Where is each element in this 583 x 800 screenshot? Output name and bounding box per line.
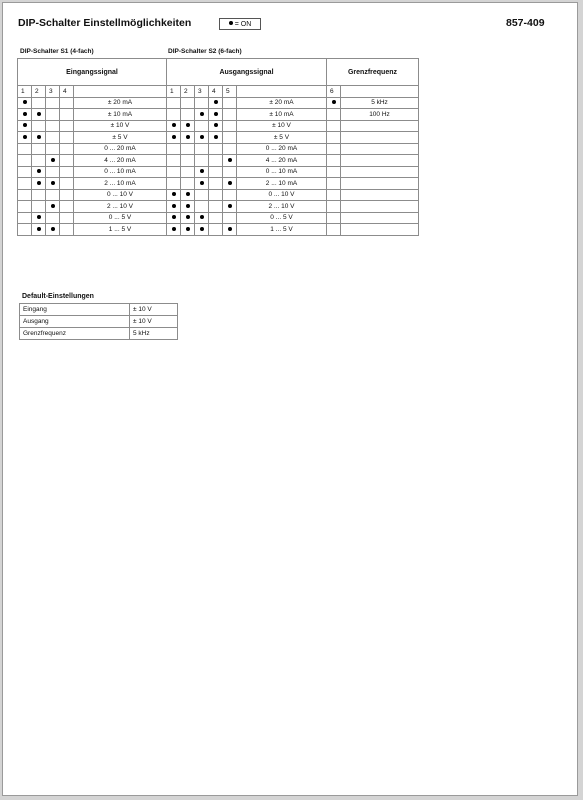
switch-cell (209, 97, 223, 109)
defaults-title: Default-Einstellungen (22, 293, 94, 300)
frequency-cell (341, 189, 419, 201)
switch-cell (327, 120, 341, 132)
document-number: 857-409 (506, 17, 545, 29)
switch-cell (60, 166, 74, 178)
s1-switch-number: 1 (18, 86, 32, 98)
switch-cell (181, 178, 195, 190)
switch-cell (209, 178, 223, 190)
switch-cell (181, 166, 195, 178)
switch-cell (18, 155, 32, 167)
output-signal-header: Ausgangssignal (167, 59, 327, 86)
switch-cell (209, 201, 223, 213)
default-value: ± 10 V (130, 304, 178, 316)
on-dot-icon (23, 100, 27, 104)
switch-cell (32, 178, 46, 190)
output-signal-cell: ± 10 mA (237, 109, 327, 121)
on-dot-icon (332, 100, 336, 104)
on-dot-icon (37, 215, 41, 219)
switch-cell (223, 109, 237, 121)
on-dot-icon (172, 204, 176, 208)
switch-cell (18, 120, 32, 132)
table-row (18, 212, 419, 224)
on-legend (219, 18, 261, 30)
document-page (2, 2, 578, 796)
switch-cell (223, 97, 237, 109)
switch-cell (46, 132, 60, 144)
frequency-cell (341, 212, 419, 224)
switch-cell (32, 166, 46, 178)
default-label: Eingang (20, 304, 130, 316)
table-row (18, 155, 419, 167)
output-signal-cell: 2 ... 10 V (237, 201, 327, 213)
group-header-row (18, 59, 419, 86)
on-dot-icon (228, 158, 232, 162)
switch-cell (32, 97, 46, 109)
frequency-cell (341, 178, 419, 190)
switch-cell (223, 189, 237, 201)
on-dot-icon (200, 215, 204, 219)
table-row (18, 109, 419, 121)
on-dot-icon (186, 123, 190, 127)
table-row (18, 224, 419, 236)
default-label: Grenzfrequenz (20, 328, 130, 340)
s2-switch-number: 1 (167, 86, 181, 98)
switch-cell (223, 224, 237, 236)
switch-cell (209, 120, 223, 132)
s2-switch-number: 4 (209, 86, 223, 98)
on-dot-icon (186, 192, 190, 196)
switch-cell (18, 201, 32, 213)
switch-cell (32, 201, 46, 213)
switch-cell (327, 143, 341, 155)
switch-cell (327, 97, 341, 109)
frequency-cell (341, 201, 419, 213)
input-signal-cell: 2 ... 10 V (74, 201, 167, 213)
switch-cell (18, 97, 32, 109)
switch-cell (18, 143, 32, 155)
switch-cell (167, 132, 181, 144)
cutoff-frequency-header: Grenzfrequenz (327, 59, 419, 86)
switch-cell (327, 178, 341, 190)
switch-cell (60, 189, 74, 201)
switch-cell (32, 155, 46, 167)
switch-cell (181, 143, 195, 155)
switch-cell (18, 189, 32, 201)
switch-cell (327, 189, 341, 201)
table-row (20, 304, 178, 316)
table-row (18, 120, 419, 132)
switch-cell (18, 224, 32, 236)
switch-cell (18, 178, 32, 190)
s1-label: DIP-Schalter S1 (4-fach) (20, 48, 94, 55)
switch-cell (209, 143, 223, 155)
switch-cell (60, 212, 74, 224)
output-signal-cell: ± 10 V (237, 120, 327, 132)
switch-cell (209, 132, 223, 144)
output-signal-cell: 2 ... 10 mA (237, 178, 327, 190)
switch-cell (32, 120, 46, 132)
switch-cell (327, 201, 341, 213)
on-dot-icon (172, 192, 176, 196)
dip-switch-table (17, 58, 419, 236)
switch-cell (195, 224, 209, 236)
switch-cell (32, 212, 46, 224)
on-dot-icon (200, 135, 204, 139)
on-dot-icon (51, 181, 55, 185)
input-signal-cell: 0 ... 5 V (74, 212, 167, 224)
switch-cell (32, 189, 46, 201)
on-dot-icon (214, 135, 218, 139)
on-dot-icon (186, 135, 190, 139)
s1-switch-number: 3 (46, 86, 60, 98)
switch-cell (60, 155, 74, 167)
legend-label: = ON (234, 21, 252, 28)
switch-cell (167, 201, 181, 213)
switch-cell (46, 109, 60, 121)
switch-cell (195, 155, 209, 167)
switch-cell (46, 178, 60, 190)
switch-cell (223, 132, 237, 144)
s2-switch-number: 3 (195, 86, 209, 98)
on-dot-icon (228, 227, 232, 231)
frequency-cell (341, 224, 419, 236)
input-signal-cell: 0 ... 20 mA (74, 143, 167, 155)
s1-switch-number: 2 (32, 86, 46, 98)
switch-cell (181, 212, 195, 224)
switch-cell (181, 120, 195, 132)
input-signal-header: Eingangssignal (18, 59, 167, 86)
switch-cell (18, 212, 32, 224)
on-dot-icon (37, 227, 41, 231)
switch-cell (223, 166, 237, 178)
switch-cell (195, 201, 209, 213)
on-dot-icon (186, 204, 190, 208)
input-signal-cell: 0 ... 10 V (74, 189, 167, 201)
page-title: DIP-Schalter Einstellmöglichkeiten (18, 17, 192, 29)
input-signal-cell: 2 ... 10 mA (74, 178, 167, 190)
output-signal-cell: 4 ... 20 mA (237, 155, 327, 167)
switch-cell (223, 178, 237, 190)
switch-cell (223, 155, 237, 167)
switch-cell (195, 97, 209, 109)
output-signal-cell: 0 ... 20 mA (237, 143, 327, 155)
defaults-table (19, 303, 178, 340)
output-signal-cell: ± 5 V (237, 132, 327, 144)
switch-cell (195, 212, 209, 224)
switch-cell (181, 155, 195, 167)
switch-cell (60, 224, 74, 236)
switch-cell (32, 224, 46, 236)
switch-cell (195, 120, 209, 132)
s2-switch-number: 6 (327, 86, 341, 98)
s2-switch-number: 5 (223, 86, 237, 98)
frequency-cell: 100 Hz (341, 109, 419, 121)
switch-cell (209, 224, 223, 236)
table-row (18, 97, 419, 109)
switch-cell (46, 189, 60, 201)
s2-label: DIP-Schalter S2 (6-fach) (168, 48, 242, 55)
on-dot-icon (23, 112, 27, 116)
switch-cell (195, 132, 209, 144)
on-dot-icon (51, 158, 55, 162)
input-signal-cell: ± 20 mA (74, 97, 167, 109)
output-signal-cell: ± 20 mA (237, 97, 327, 109)
on-dot-icon (172, 135, 176, 139)
switch-cell (195, 166, 209, 178)
on-dot-icon (200, 227, 204, 231)
on-dot-icon (51, 227, 55, 231)
switch-cell (167, 178, 181, 190)
on-dot-icon (229, 21, 233, 25)
input-signal-cell: ± 5 V (74, 132, 167, 144)
switch-cell (195, 178, 209, 190)
default-value: ± 10 V (130, 316, 178, 328)
input-signal-cell: 1 ... 5 V (74, 224, 167, 236)
switch-cell (46, 166, 60, 178)
switch-cell (223, 212, 237, 224)
switch-cell (60, 97, 74, 109)
switch-cell (167, 224, 181, 236)
input-signal-cell: ± 10 V (74, 120, 167, 132)
switch-cell (181, 132, 195, 144)
table-row (18, 132, 419, 144)
switch-cell (195, 189, 209, 201)
output-signal-cell: 0 ... 10 mA (237, 166, 327, 178)
on-dot-icon (200, 112, 204, 116)
switch-cell (46, 155, 60, 167)
switch-cell (60, 178, 74, 190)
switch-cell (327, 155, 341, 167)
switch-number-row (18, 86, 419, 98)
switch-cell (60, 109, 74, 121)
input-signal-cell: 0 ... 10 mA (74, 166, 167, 178)
switch-cell (167, 155, 181, 167)
default-label: Ausgang (20, 316, 130, 328)
switch-cell (223, 143, 237, 155)
on-dot-icon (228, 181, 232, 185)
switch-cell (223, 120, 237, 132)
on-dot-icon (214, 100, 218, 104)
switch-cell (60, 132, 74, 144)
on-dot-icon (37, 181, 41, 185)
switch-cell (327, 132, 341, 144)
switch-cell (167, 166, 181, 178)
switch-cell (167, 143, 181, 155)
on-dot-icon (37, 169, 41, 173)
switch-cell (18, 166, 32, 178)
on-dot-icon (214, 112, 218, 116)
on-dot-icon (172, 227, 176, 231)
on-dot-icon (37, 135, 41, 139)
switch-cell (209, 166, 223, 178)
dip-switch-rows (18, 97, 419, 235)
switch-cell (18, 132, 32, 144)
on-dot-icon (186, 227, 190, 231)
on-dot-icon (23, 135, 27, 139)
switch-cell (46, 143, 60, 155)
switch-cell (46, 120, 60, 132)
frequency-cell (341, 120, 419, 132)
input-signal-cell: ± 10 mA (74, 109, 167, 121)
table-row (18, 201, 419, 213)
switch-cell (181, 201, 195, 213)
on-dot-icon (172, 215, 176, 219)
switch-cell (32, 109, 46, 121)
switch-cell (46, 212, 60, 224)
table-row (20, 316, 178, 328)
on-dot-icon (186, 215, 190, 219)
on-dot-icon (172, 123, 176, 127)
on-dot-icon (214, 123, 218, 127)
switch-cell (209, 189, 223, 201)
output-signal-cell: 0 ... 10 V (237, 189, 327, 201)
switch-cell (167, 189, 181, 201)
frequency-cell (341, 166, 419, 178)
frequency-cell: 5 kHz (341, 97, 419, 109)
on-dot-icon (200, 181, 204, 185)
switch-cell (46, 224, 60, 236)
default-value: 5 kHz (130, 328, 178, 340)
switch-cell (209, 155, 223, 167)
table-row (18, 143, 419, 155)
switch-cell (209, 212, 223, 224)
switch-cell (46, 201, 60, 213)
table-row (20, 328, 178, 340)
table-row (18, 178, 419, 190)
switch-cell (60, 120, 74, 132)
switch-cell (195, 109, 209, 121)
frequency-cell (341, 143, 419, 155)
switch-cell (60, 143, 74, 155)
switch-cell (167, 212, 181, 224)
switch-cell (181, 189, 195, 201)
on-dot-icon (23, 123, 27, 127)
switch-cell (167, 120, 181, 132)
input-signal-cell: 4 ... 20 mA (74, 155, 167, 167)
switch-cell (195, 143, 209, 155)
on-dot-icon (51, 204, 55, 208)
switch-cell (46, 97, 60, 109)
on-dot-icon (228, 204, 232, 208)
frequency-cell (341, 132, 419, 144)
on-dot-icon (200, 169, 204, 173)
switch-cell (32, 132, 46, 144)
switch-cell (181, 224, 195, 236)
switch-cell (327, 224, 341, 236)
table-row (18, 189, 419, 201)
switch-cell (18, 109, 32, 121)
switch-cell (327, 166, 341, 178)
output-signal-cell: 1 ... 5 V (237, 224, 327, 236)
on-dot-icon (37, 112, 41, 116)
s2-switch-number: 2 (181, 86, 195, 98)
switch-cell (167, 109, 181, 121)
switch-cell (181, 109, 195, 121)
switch-cell (223, 201, 237, 213)
switch-cell (327, 212, 341, 224)
output-signal-cell: 0 ... 5 V (237, 212, 327, 224)
switch-cell (167, 97, 181, 109)
s1-switch-number: 4 (60, 86, 74, 98)
table-row (18, 166, 419, 178)
switch-cell (209, 109, 223, 121)
switch-cell (32, 143, 46, 155)
switch-cell (327, 109, 341, 121)
switch-cell (60, 201, 74, 213)
frequency-cell (341, 155, 419, 167)
switch-cell (181, 97, 195, 109)
